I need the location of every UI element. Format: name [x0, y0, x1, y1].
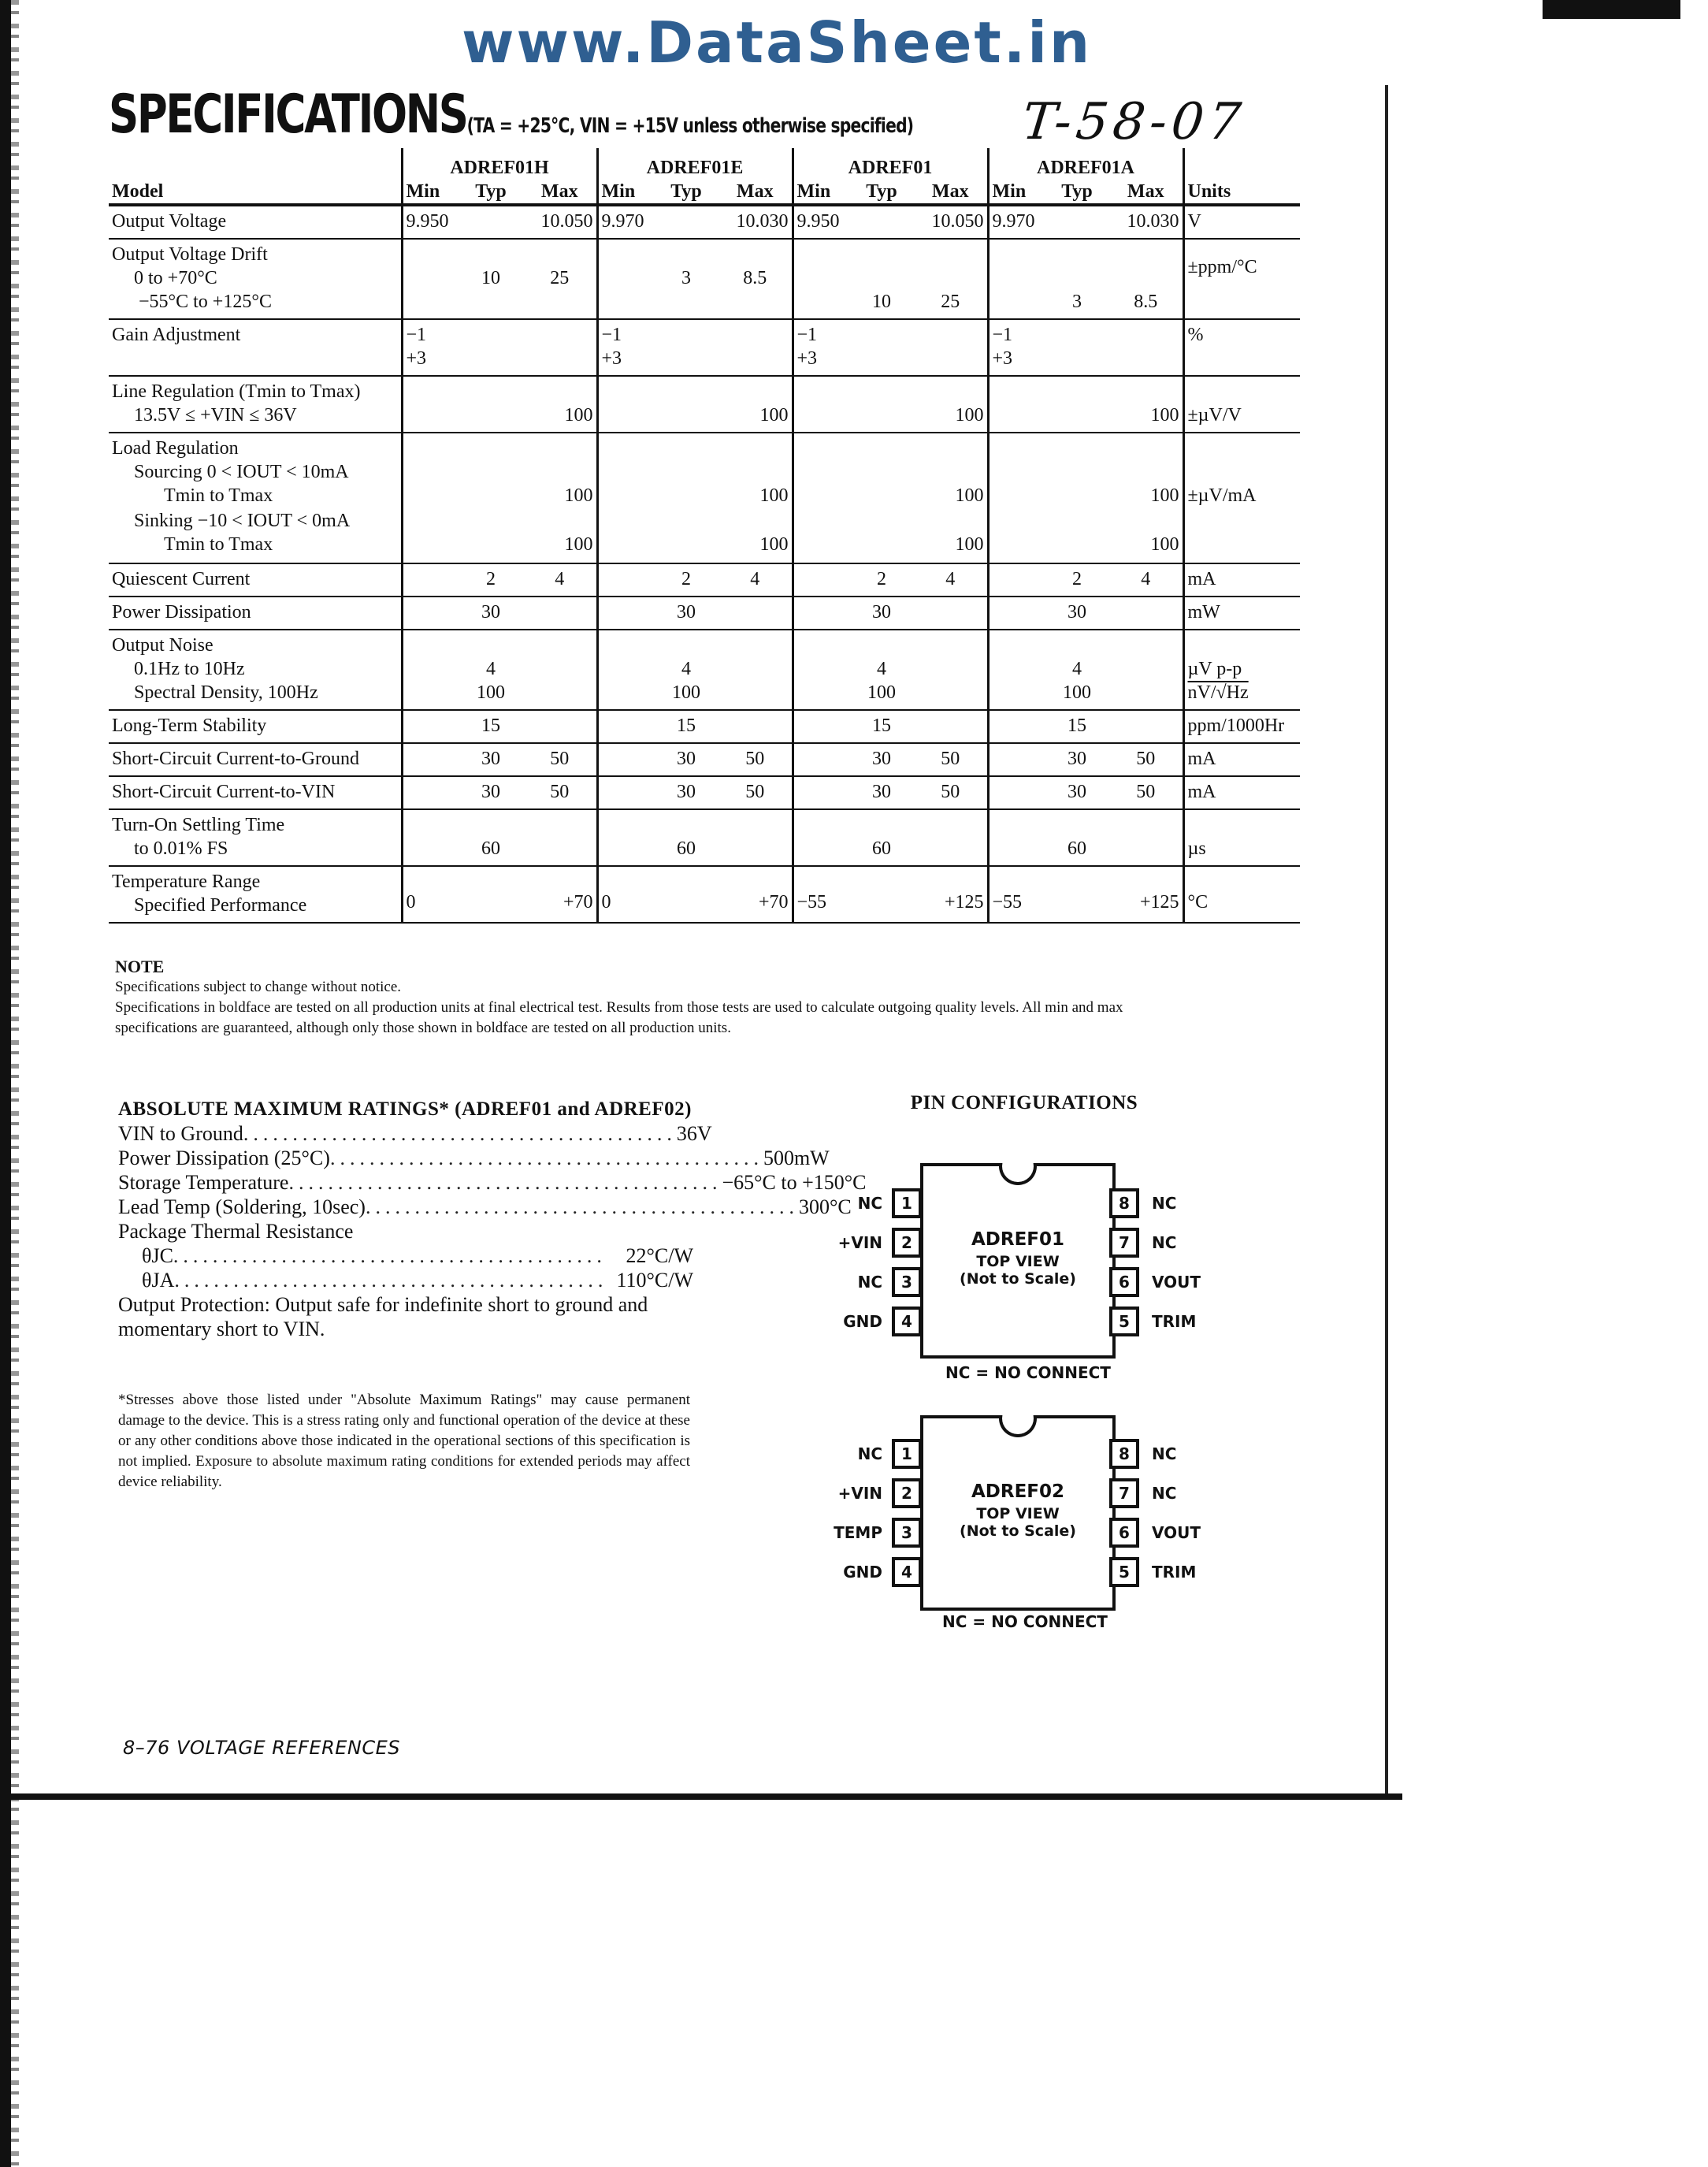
- cell-typ: 2: [849, 563, 914, 597]
- pin-number: 5: [1109, 1557, 1139, 1587]
- note-title: NOTE: [115, 957, 165, 976]
- pin-number: 2: [892, 1478, 922, 1508]
- cell-typ: [849, 205, 914, 239]
- nc-note: NC = NO CONNECT: [942, 1612, 1108, 1631]
- pin-number: 4: [892, 1307, 922, 1336]
- scan-edge-noise: [11, 0, 19, 2167]
- cell-max: 50: [523, 776, 597, 809]
- cell-max: 8.5: [1109, 239, 1183, 319]
- cell-min: [988, 563, 1045, 597]
- pin-number: 6: [1109, 1267, 1139, 1297]
- cell-min: [793, 433, 849, 563]
- col-min: Min: [793, 180, 849, 205]
- cell-min: [597, 776, 654, 809]
- cell-typ: [459, 376, 523, 433]
- note-line-2: Specifications in boldface are tested on all production units at final electrical test. Results from those tests are used to calculate outgoing quality levels. All min and max specifications are guaranteed, although only those shown in boldface are tested on all production units.: [115, 999, 1123, 1036]
- header-units: Units: [1183, 148, 1300, 205]
- scan-edge: [0, 0, 11, 2167]
- cell-typ: [459, 433, 523, 563]
- cell-min: [988, 630, 1045, 710]
- table-row: [109, 239, 1300, 319]
- cell-units: ±ppm/°C: [1183, 239, 1300, 319]
- amr-item: Power Dissipation (25°C) ............................................ 500mW: [118, 1147, 830, 1169]
- cell-max: 100 100: [718, 433, 793, 563]
- cell-units: mA: [1183, 776, 1300, 809]
- table-row: [109, 866, 1300, 923]
- cell-typ: [1045, 376, 1109, 433]
- cell-min: [402, 376, 459, 433]
- cell-min: [793, 376, 849, 433]
- table-row: [109, 776, 1300, 809]
- col-min: Min: [988, 180, 1045, 205]
- cell-typ: 30: [459, 597, 523, 630]
- cell-min: [988, 376, 1045, 433]
- table-row: [109, 743, 1300, 776]
- pin-label: TEMP: [834, 1523, 882, 1542]
- pin-number: 5: [1109, 1307, 1139, 1336]
- pin-number: 4: [892, 1557, 922, 1587]
- cell-min: [793, 239, 849, 319]
- cell-max: +70: [523, 866, 597, 923]
- chip-view: TOP VIEW (Not to Scale): [960, 1253, 1076, 1288]
- table-row: [109, 376, 1300, 433]
- spec-table: [109, 148, 1300, 924]
- cell-typ: 4 100: [849, 630, 914, 710]
- pin-number: 1: [892, 1439, 922, 1469]
- cell-max: 4: [914, 563, 988, 597]
- cell-max: 10.050: [914, 205, 988, 239]
- cell-typ: 15: [1045, 710, 1109, 743]
- pin-number: 8: [1109, 1439, 1139, 1469]
- pin-label: NC: [857, 1194, 882, 1213]
- cell-max: 50: [914, 743, 988, 776]
- chip-view: TOP VIEW (Not to Scale): [960, 1505, 1076, 1540]
- pin-number: 2: [892, 1228, 922, 1258]
- cell-min: [597, 239, 654, 319]
- cell-max: 100 100: [523, 433, 597, 563]
- cell-min: 9.970: [988, 205, 1045, 239]
- cell-typ: [459, 866, 523, 923]
- cell-typ: 60: [654, 809, 718, 866]
- amr-title: ABSOLUTE MAXIMUM RATINGS* (ADREF01 and ADREF02): [118, 1098, 692, 1120]
- param-label: Short-Circuit Current-to-Ground: [109, 743, 402, 776]
- cell-typ: [654, 376, 718, 433]
- cell-min: [793, 563, 849, 597]
- cell-min: 9.950: [402, 205, 459, 239]
- amr-item: VIN to Ground ............................................ 36V: [118, 1122, 712, 1145]
- cell-typ: 4 100: [1045, 630, 1109, 710]
- cell-max: 100: [1109, 376, 1183, 433]
- param-label: Quiescent Current: [109, 563, 402, 597]
- cell-max: 4: [523, 563, 597, 597]
- col-typ: Typ: [654, 180, 718, 205]
- cell-min: [793, 710, 849, 743]
- page-title: [109, 84, 913, 146]
- pin-label: VOUT: [1152, 1523, 1201, 1542]
- pin-number: 7: [1109, 1478, 1139, 1508]
- cell-max: [523, 710, 597, 743]
- cell-range: −1 +3: [597, 319, 793, 376]
- cell-typ: 4 100: [654, 630, 718, 710]
- col-max: Max: [718, 180, 793, 205]
- cell-max: [1109, 597, 1183, 630]
- cell-units: mW: [1183, 597, 1300, 630]
- drift-label: Output Voltage Drift: [112, 244, 268, 265]
- cell-max: 50: [914, 776, 988, 809]
- cell-typ: 30: [459, 743, 523, 776]
- watermark: www.DataSheet.in: [462, 9, 1093, 76]
- cell-typ: 30: [654, 743, 718, 776]
- cell-typ: 15: [459, 710, 523, 743]
- cell-min: [597, 743, 654, 776]
- scan-corner: [1543, 0, 1680, 19]
- table-row: [109, 809, 1300, 866]
- table-row: [109, 563, 1300, 597]
- cell-units: %: [1183, 319, 1300, 376]
- cell-min: [402, 239, 459, 319]
- cell-max: 4: [718, 563, 793, 597]
- param-label: Output Voltage: [109, 205, 402, 239]
- col-max: Max: [914, 180, 988, 205]
- cell-max: [914, 710, 988, 743]
- cell-min: [988, 776, 1045, 809]
- param-label: Gain Adjustment: [109, 319, 402, 376]
- cell-max: 50: [1109, 743, 1183, 776]
- cell-max: 8.5: [718, 239, 793, 319]
- pin-label: GND: [843, 1312, 882, 1331]
- cell-typ: [1045, 205, 1109, 239]
- cell-max: 100 100: [1109, 433, 1183, 563]
- amr-thermal-label: Package Thermal Resistance: [118, 1220, 354, 1243]
- cell-typ: [654, 866, 718, 923]
- cell-max: 100: [718, 376, 793, 433]
- cell-max: [523, 809, 597, 866]
- cell-min: [988, 597, 1045, 630]
- table-row: [109, 433, 1300, 563]
- col-min: Min: [402, 180, 459, 205]
- cell-min: [793, 597, 849, 630]
- header-model-4: ADREF01A: [988, 148, 1183, 180]
- cell-min: [793, 809, 849, 866]
- table-row: [109, 597, 1300, 630]
- param-label: Output Noise 0.1Hz to 10Hz Spectral Density, 100Hz: [109, 630, 402, 710]
- cell-typ: 30: [1045, 597, 1109, 630]
- cell-typ: 15: [654, 710, 718, 743]
- cell-max: [718, 710, 793, 743]
- pin-number: 3: [892, 1267, 922, 1297]
- header-model-1: ADREF01H: [402, 148, 597, 180]
- cell-max: [1109, 809, 1183, 866]
- cell-max: 25: [523, 239, 597, 319]
- cell-min: [402, 630, 459, 710]
- cell-max: 4: [1109, 563, 1183, 597]
- handwritten-note: T-58-07: [1019, 93, 1249, 151]
- cell-max: 100 100: [914, 433, 988, 563]
- amr-item: θJA ............................................ 110°C/W: [142, 1269, 693, 1292]
- cell-typ: [849, 376, 914, 433]
- cell-typ: 3: [654, 239, 718, 319]
- param-label: Line Regulation (Tmin to Tmax) 13.5V ≤ +VIN ≤ 36V: [109, 376, 402, 433]
- cell-units: °C: [1183, 866, 1300, 923]
- cell-typ: 30: [1045, 743, 1109, 776]
- cell-max: 10.030: [718, 205, 793, 239]
- table-row: [109, 710, 1300, 743]
- cell-units: mA: [1183, 563, 1300, 597]
- cell-typ: [849, 433, 914, 563]
- cell-typ: 10: [459, 239, 523, 319]
- cell-units: ±µV/V: [1183, 376, 1300, 433]
- cell-typ: [849, 866, 914, 923]
- cell-typ: [459, 205, 523, 239]
- param-label: Turn-On Settling Time to 0.01% FS: [109, 809, 402, 866]
- cell-min: [988, 433, 1045, 563]
- chip-name: ADREF01: [971, 1229, 1065, 1250]
- cell-max: 100: [523, 376, 597, 433]
- pin-number: 8: [1109, 1188, 1139, 1218]
- cell-max: 50: [718, 776, 793, 809]
- chip-adref01: [837, 1163, 1708, 1399]
- param-label: Long-Term Stability: [109, 710, 402, 743]
- col-min: Min: [597, 180, 654, 205]
- amr-item: Storage Temperature ............................................ −65°C to +150°C: [118, 1171, 867, 1194]
- cell-typ: 30: [1045, 776, 1109, 809]
- cell-min: [793, 630, 849, 710]
- cell-typ: 4 100: [459, 630, 523, 710]
- cell-min: [597, 710, 654, 743]
- cell-typ: 15: [849, 710, 914, 743]
- table-row: [109, 319, 1300, 376]
- cell-typ: 30: [654, 776, 718, 809]
- cell-min: [402, 776, 459, 809]
- cell-min: 0: [402, 866, 459, 923]
- cell-typ: [1045, 866, 1109, 923]
- pin-label: GND: [843, 1563, 882, 1582]
- cell-max: 50: [523, 743, 597, 776]
- cell-max: 10.050: [523, 205, 597, 239]
- cell-max: [523, 597, 597, 630]
- col-typ: Typ: [1045, 180, 1109, 205]
- cell-min: [597, 376, 654, 433]
- pin-label: NC: [857, 1444, 882, 1463]
- cell-max: 50: [718, 743, 793, 776]
- drift-cond1: 0 to +70°C: [134, 268, 217, 288]
- cell-min: 9.970: [597, 205, 654, 239]
- cell-max: +125: [1109, 866, 1183, 923]
- cell-min: [988, 809, 1045, 866]
- chip-adref02: [834, 1415, 1708, 1652]
- cell-units: ±µV/mA: [1183, 433, 1300, 563]
- pin-label: TRIM: [1152, 1312, 1197, 1331]
- pin-number: 3: [892, 1518, 922, 1548]
- cell-min: [402, 597, 459, 630]
- header-model-3: ADREF01: [793, 148, 988, 180]
- cell-typ: [654, 433, 718, 563]
- pin-number: 7: [1109, 1228, 1139, 1258]
- cell-min: [988, 743, 1045, 776]
- page-footer: 8–76 VOLTAGE REFERENCES: [123, 1737, 401, 1759]
- cell-min: [402, 563, 459, 597]
- pin-label: +VIN: [837, 1233, 882, 1252]
- cell-max: [914, 630, 988, 710]
- param-label: Load Regulation Sourcing 0 < IOUT < 10mA Tmin to Tmax Sinking −10 < IOUT < 0mA Tmin to Tmax: [109, 433, 402, 563]
- cell-min: [597, 433, 654, 563]
- cell-typ: [654, 205, 718, 239]
- cell-max: +70: [718, 866, 793, 923]
- page-rule-bottom: [0, 1793, 1402, 1800]
- cell-max: [718, 597, 793, 630]
- cell-min: −55: [793, 866, 849, 923]
- cell-typ: 30: [459, 776, 523, 809]
- title-main: SPECIFICATIONS: [109, 84, 467, 146]
- cell-typ: 60: [1045, 809, 1109, 866]
- cell-min: [793, 776, 849, 809]
- cell-min: [402, 809, 459, 866]
- cell-range: −1 +3: [988, 319, 1183, 376]
- param-label: Temperature Range Specified Performance: [109, 866, 402, 923]
- cell-max: [718, 809, 793, 866]
- pin-label: TRIM: [1152, 1563, 1197, 1582]
- header-model: Model: [109, 148, 402, 205]
- cell-typ: 2: [654, 563, 718, 597]
- cell-min: [402, 743, 459, 776]
- cell-min: [402, 433, 459, 563]
- table-row: [109, 630, 1300, 710]
- cell-max: [1109, 710, 1183, 743]
- drift-cond2: −55°C to +125°C: [139, 292, 272, 312]
- col-typ: Typ: [849, 180, 914, 205]
- pin-label: NC: [1152, 1194, 1177, 1213]
- param-label: Power Dissipation: [109, 597, 402, 630]
- note-block: [115, 957, 1139, 1039]
- cell-range: −1 +3: [793, 319, 988, 376]
- pin-label: NC: [1152, 1484, 1177, 1503]
- cell-typ: 3: [1045, 239, 1109, 319]
- cell-units: µV p-p nV/√Hz: [1183, 630, 1300, 710]
- pin-label: NC: [1152, 1444, 1177, 1463]
- note-line-1: Specifications subject to change without notice.: [115, 979, 402, 995]
- cell-max: 100: [914, 376, 988, 433]
- title-conditions: (TA = +25°C, VIN = +15V unless otherwise specified): [466, 114, 914, 138]
- cell-min: [597, 597, 654, 630]
- amr-item: θJC ............................................ 22°C/W: [142, 1244, 693, 1267]
- cell-typ: [1045, 433, 1109, 563]
- cell-max: +125: [914, 866, 988, 923]
- cell-range: −1 +3: [402, 319, 597, 376]
- cell-typ: 30: [654, 597, 718, 630]
- col-typ: Typ: [459, 180, 523, 205]
- cell-min: [597, 563, 654, 597]
- col-max: Max: [1109, 180, 1183, 205]
- cell-typ: 60: [459, 809, 523, 866]
- cell-max: [914, 597, 988, 630]
- nc-note: NC = NO CONNECT: [945, 1363, 1111, 1382]
- cell-typ: 30: [849, 597, 914, 630]
- cell-units: mA: [1183, 743, 1300, 776]
- cell-max: [718, 630, 793, 710]
- cell-units: ppm/1000Hr: [1183, 710, 1300, 743]
- pin-number: 6: [1109, 1518, 1139, 1548]
- amr-footnote: *Stresses above those listed under "Absolute Maximum Ratings" may cause permanent damage to the device. This is a stress rating only and functional operation of the device at these or any other conditions above those indicated in the operational sections of this specification is not implied. Exposure to absolute maximum rating conditions for extended periods may affect device reliability.: [118, 1392, 690, 1490]
- cell-typ: 60: [849, 809, 914, 866]
- cell-typ: 2: [1045, 563, 1109, 597]
- cell-min: [988, 710, 1045, 743]
- cell-units: V: [1183, 205, 1300, 239]
- pin-config-title: PIN CONFIGURATIONS: [910, 1092, 1138, 1113]
- cell-min: 0: [597, 866, 654, 923]
- pin-label: NC: [1152, 1233, 1177, 1252]
- cell-max: [1109, 630, 1183, 710]
- cell-typ: 10: [849, 239, 914, 319]
- pin-label: VOUT: [1152, 1273, 1201, 1292]
- cell-min: [402, 710, 459, 743]
- cell-min: [793, 743, 849, 776]
- cell-min: [597, 809, 654, 866]
- amr-protection: Output Protection: Output safe for indefinite short to ground and momentary short to VIN.: [118, 1293, 648, 1340]
- chip-name: ADREF02: [971, 1481, 1065, 1502]
- cell-typ: 30: [849, 776, 914, 809]
- pin-label: +VIN: [837, 1484, 882, 1503]
- cell-min: [988, 239, 1045, 319]
- amr-item: Lead Temp (Soldering, 10sec) ............................................ 300°C: [118, 1195, 852, 1218]
- param-label: [109, 239, 402, 319]
- cell-max: 10.030: [1109, 205, 1183, 239]
- pin-label: NC: [857, 1273, 882, 1292]
- pin-number: 1: [892, 1188, 922, 1218]
- cell-max: [523, 630, 597, 710]
- cell-min: [597, 630, 654, 710]
- header-model-2: ADREF01E: [597, 148, 793, 180]
- col-max: Max: [523, 180, 597, 205]
- cell-units: µs: [1183, 809, 1300, 866]
- param-label: Short-Circuit Current-to-VIN: [109, 776, 402, 809]
- cell-max: [914, 809, 988, 866]
- cell-typ: 2: [459, 563, 523, 597]
- cell-max: 25: [914, 239, 988, 319]
- cell-max: 50: [1109, 776, 1183, 809]
- cell-min: 9.950: [793, 205, 849, 239]
- cell-min: −55: [988, 866, 1045, 923]
- table-row: [109, 205, 1300, 239]
- cell-typ: 30: [849, 743, 914, 776]
